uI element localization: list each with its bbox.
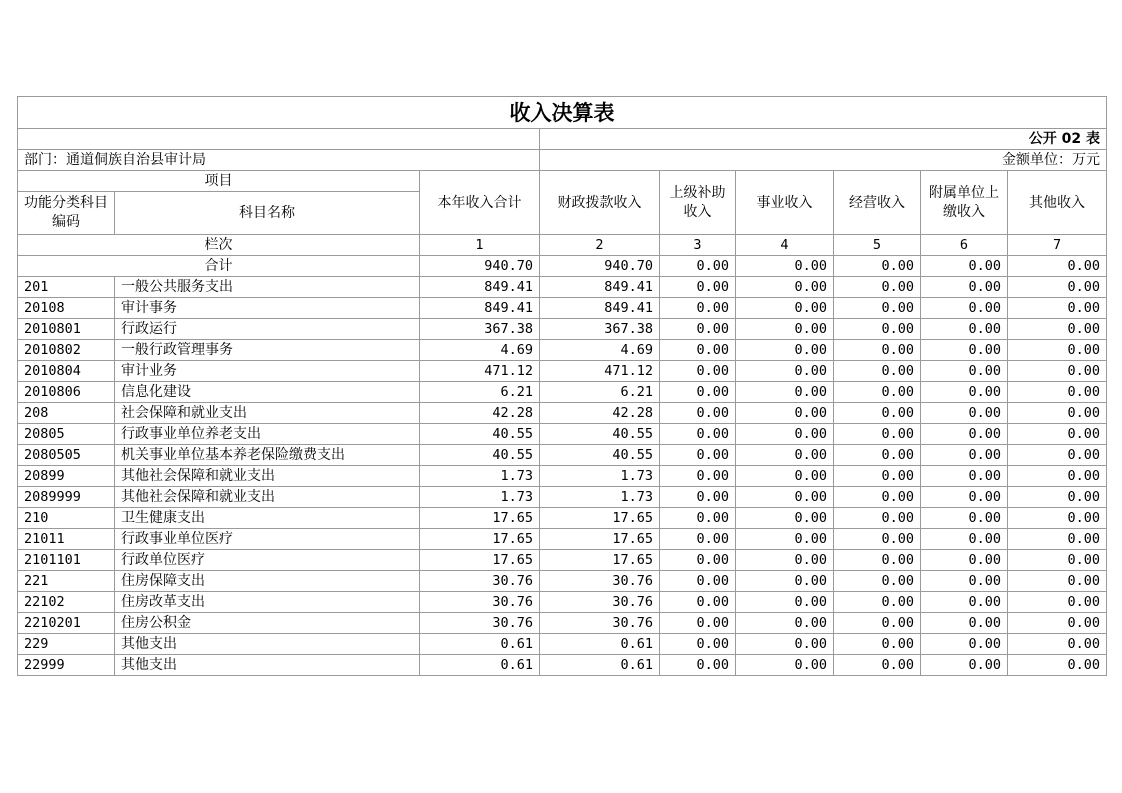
- other-value-cell: 0.00: [1008, 550, 1107, 571]
- operating-value-cell: 0.00: [834, 634, 921, 655]
- summary-operating: 0.00: [834, 256, 921, 277]
- operating-value-cell: 0.00: [834, 550, 921, 571]
- summary-label: 合计: [18, 256, 420, 277]
- other-value-cell: 0.00: [1008, 571, 1107, 592]
- table-row: [18, 424, 1107, 445]
- subject-name-cell: 住房公积金: [115, 613, 420, 634]
- column-index-3: 3: [660, 235, 736, 256]
- other-value-cell: 0.00: [1008, 403, 1107, 424]
- table-row: [18, 319, 1107, 340]
- superior-value-cell: 0.00: [660, 487, 736, 508]
- superior-value-cell: 0.00: [660, 382, 736, 403]
- subject-code-cell: 2010806: [18, 382, 115, 403]
- superior-value-cell: 0.00: [660, 403, 736, 424]
- header-fiscal-appropriation: 财政拨款收入: [540, 171, 660, 235]
- subject-code-cell: 21011: [18, 529, 115, 550]
- fiscal-value-cell: 30.76: [540, 571, 660, 592]
- business-value-cell: 0.00: [736, 592, 834, 613]
- table-row: [18, 487, 1107, 508]
- business-value-cell: 0.00: [736, 571, 834, 592]
- table-row: [18, 571, 1107, 592]
- total-value-cell: 4.69: [420, 340, 540, 361]
- summary-superior: 0.00: [660, 256, 736, 277]
- total-value-cell: 1.73: [420, 487, 540, 508]
- business-value-cell: 0.00: [736, 655, 834, 676]
- department-label: 部门：通道侗族自治县审计局: [18, 150, 540, 171]
- business-value-cell: 0.00: [736, 634, 834, 655]
- fiscal-value-cell: 367.38: [540, 319, 660, 340]
- affiliate-value-cell: 0.00: [921, 487, 1008, 508]
- table-row: [18, 298, 1107, 319]
- other-value-cell: 0.00: [1008, 424, 1107, 445]
- total-value-cell: 17.65: [420, 508, 540, 529]
- operating-value-cell: 0.00: [834, 592, 921, 613]
- fiscal-value-cell: 471.12: [540, 361, 660, 382]
- column-index-row: [18, 235, 1107, 256]
- affiliate-value-cell: 0.00: [921, 340, 1008, 361]
- operating-value-cell: 0.00: [834, 529, 921, 550]
- fiscal-value-cell: 6.21: [540, 382, 660, 403]
- other-value-cell: 0.00: [1008, 382, 1107, 403]
- subject-name-cell: 机关事业单位基本养老保险缴费支出: [115, 445, 420, 466]
- table-row: [18, 634, 1107, 655]
- subject-name-cell: 其他支出: [115, 655, 420, 676]
- subject-name-cell: 审计事务: [115, 298, 420, 319]
- subject-name-cell: 其他支出: [115, 634, 420, 655]
- fiscal-value-cell: 30.76: [540, 592, 660, 613]
- subject-name-cell: 一般行政管理事务: [115, 340, 420, 361]
- summary-row: [18, 256, 1107, 277]
- business-value-cell: 0.00: [736, 361, 834, 382]
- summary-affiliate: 0.00: [921, 256, 1008, 277]
- summary-other: 0.00: [1008, 256, 1107, 277]
- subject-code-cell: 20899: [18, 466, 115, 487]
- fiscal-value-cell: 17.65: [540, 508, 660, 529]
- column-index-5: 5: [834, 235, 921, 256]
- other-value-cell: 0.00: [1008, 277, 1107, 298]
- other-value-cell: 0.00: [1008, 592, 1107, 613]
- total-value-cell: 17.65: [420, 529, 540, 550]
- income-final-accounts-table: [17, 96, 1107, 676]
- fiscal-value-cell: 42.28: [540, 403, 660, 424]
- operating-value-cell: 0.00: [834, 361, 921, 382]
- table-row: [18, 466, 1107, 487]
- subject-code-cell: 22999: [18, 655, 115, 676]
- superior-value-cell: 0.00: [660, 277, 736, 298]
- fiscal-value-cell: 30.76: [540, 613, 660, 634]
- table-row: [18, 508, 1107, 529]
- table-row: [18, 382, 1107, 403]
- table-row: [18, 403, 1107, 424]
- superior-value-cell: 0.00: [660, 361, 736, 382]
- affiliate-value-cell: 0.00: [921, 550, 1008, 571]
- subject-name-cell: 行政单位医疗: [115, 550, 420, 571]
- operating-value-cell: 0.00: [834, 277, 921, 298]
- total-value-cell: 30.76: [420, 613, 540, 634]
- total-value-cell: 40.55: [420, 445, 540, 466]
- superior-value-cell: 0.00: [660, 592, 736, 613]
- fiscal-value-cell: 40.55: [540, 445, 660, 466]
- affiliate-value-cell: 0.00: [921, 466, 1008, 487]
- subject-name-cell: 信息化建设: [115, 382, 420, 403]
- operating-value-cell: 0.00: [834, 319, 921, 340]
- subject-code-cell: 20805: [18, 424, 115, 445]
- subject-name-cell: 审计业务: [115, 361, 420, 382]
- superior-value-cell: 0.00: [660, 571, 736, 592]
- superior-value-cell: 0.00: [660, 655, 736, 676]
- subject-code-cell: 2010801: [18, 319, 115, 340]
- business-value-cell: 0.00: [736, 613, 834, 634]
- superior-value-cell: 0.00: [660, 340, 736, 361]
- affiliate-value-cell: 0.00: [921, 403, 1008, 424]
- subject-name-cell: 行政事业单位医疗: [115, 529, 420, 550]
- subject-name-cell: 卫生健康支出: [115, 508, 420, 529]
- other-value-cell: 0.00: [1008, 529, 1107, 550]
- other-value-cell: 0.00: [1008, 340, 1107, 361]
- other-value-cell: 0.00: [1008, 298, 1107, 319]
- subject-code-cell: 2080505: [18, 445, 115, 466]
- total-value-cell: 6.21: [420, 382, 540, 403]
- fiscal-value-cell: 17.65: [540, 550, 660, 571]
- business-value-cell: 0.00: [736, 487, 834, 508]
- subject-name-cell: 住房改革支出: [115, 592, 420, 613]
- superior-value-cell: 0.00: [660, 424, 736, 445]
- affiliate-value-cell: 0.00: [921, 508, 1008, 529]
- table-row: [18, 550, 1107, 571]
- business-value-cell: 0.00: [736, 382, 834, 403]
- summary-fiscal: 940.70: [540, 256, 660, 277]
- total-value-cell: 849.41: [420, 298, 540, 319]
- header-operating-income: 经营收入: [834, 171, 921, 235]
- business-value-cell: 0.00: [736, 508, 834, 529]
- form-code: 公开 02 表: [540, 129, 1107, 150]
- superior-value-cell: 0.00: [660, 466, 736, 487]
- total-value-cell: 30.76: [420, 592, 540, 613]
- other-value-cell: 0.00: [1008, 319, 1107, 340]
- operating-value-cell: 0.00: [834, 298, 921, 319]
- subject-code-cell: 221: [18, 571, 115, 592]
- operating-value-cell: 0.00: [834, 571, 921, 592]
- business-value-cell: 0.00: [736, 403, 834, 424]
- blank-cell: [18, 129, 540, 150]
- subject-name-cell: 一般公共服务支出: [115, 277, 420, 298]
- column-index-6: 6: [921, 235, 1008, 256]
- operating-value-cell: 0.00: [834, 613, 921, 634]
- affiliate-value-cell: 0.00: [921, 655, 1008, 676]
- table-row: [18, 445, 1107, 466]
- superior-value-cell: 0.00: [660, 634, 736, 655]
- header-function-code: 功能分类科目编码: [18, 192, 115, 235]
- subject-name-cell: 行政运行: [115, 319, 420, 340]
- total-value-cell: 30.76: [420, 571, 540, 592]
- subject-code-cell: 208: [18, 403, 115, 424]
- business-value-cell: 0.00: [736, 445, 834, 466]
- business-value-cell: 0.00: [736, 340, 834, 361]
- amount-unit: 金额单位：万元: [540, 150, 1107, 171]
- total-value-cell: 367.38: [420, 319, 540, 340]
- total-value-cell: 0.61: [420, 634, 540, 655]
- affiliate-value-cell: 0.00: [921, 382, 1008, 403]
- other-value-cell: 0.00: [1008, 445, 1107, 466]
- affiliate-value-cell: 0.00: [921, 298, 1008, 319]
- other-value-cell: 0.00: [1008, 508, 1107, 529]
- affiliate-value-cell: 0.00: [921, 319, 1008, 340]
- operating-value-cell: 0.00: [834, 382, 921, 403]
- affiliate-value-cell: 0.00: [921, 277, 1008, 298]
- operating-value-cell: 0.00: [834, 487, 921, 508]
- other-value-cell: 0.00: [1008, 613, 1107, 634]
- table-row: [18, 613, 1107, 634]
- operating-value-cell: 0.00: [834, 424, 921, 445]
- affiliate-value-cell: 0.00: [921, 424, 1008, 445]
- subject-name-cell: 其他社会保障和就业支出: [115, 466, 420, 487]
- total-value-cell: 0.61: [420, 655, 540, 676]
- operating-value-cell: 0.00: [834, 655, 921, 676]
- total-value-cell: 849.41: [420, 277, 540, 298]
- fiscal-value-cell: 1.73: [540, 487, 660, 508]
- header-item: 项目: [18, 171, 420, 192]
- header-superior-subsidy: 上级补助收入: [660, 171, 736, 235]
- table-row: [18, 277, 1107, 298]
- subject-code-cell: 210: [18, 508, 115, 529]
- business-value-cell: 0.00: [736, 466, 834, 487]
- subject-code-cell: 201: [18, 277, 115, 298]
- affiliate-value-cell: 0.00: [921, 613, 1008, 634]
- column-index-label: 栏次: [18, 235, 420, 256]
- affiliate-value-cell: 0.00: [921, 529, 1008, 550]
- subject-code-cell: 20108: [18, 298, 115, 319]
- superior-value-cell: 0.00: [660, 298, 736, 319]
- other-value-cell: 0.00: [1008, 487, 1107, 508]
- header-business-income: 事业收入: [736, 171, 834, 235]
- operating-value-cell: 0.00: [834, 466, 921, 487]
- superior-value-cell: 0.00: [660, 529, 736, 550]
- column-index-4: 4: [736, 235, 834, 256]
- table-title: 收入决算表: [18, 97, 1107, 129]
- subject-code-cell: 2010804: [18, 361, 115, 382]
- column-index-7: 7: [1008, 235, 1107, 256]
- other-value-cell: 0.00: [1008, 655, 1107, 676]
- fiscal-value-cell: 849.41: [540, 298, 660, 319]
- subject-name-cell: 社会保障和就业支出: [115, 403, 420, 424]
- other-value-cell: 0.00: [1008, 361, 1107, 382]
- fiscal-value-cell: 1.73: [540, 466, 660, 487]
- business-value-cell: 0.00: [736, 550, 834, 571]
- superior-value-cell: 0.00: [660, 613, 736, 634]
- business-value-cell: 0.00: [736, 424, 834, 445]
- business-value-cell: 0.00: [736, 277, 834, 298]
- business-value-cell: 0.00: [736, 529, 834, 550]
- total-value-cell: 471.12: [420, 361, 540, 382]
- operating-value-cell: 0.00: [834, 508, 921, 529]
- superior-value-cell: 0.00: [660, 550, 736, 571]
- table-row: [18, 361, 1107, 382]
- summary-total: 940.70: [420, 256, 540, 277]
- table-row: [18, 655, 1107, 676]
- table-row: [18, 340, 1107, 361]
- column-index-2: 2: [540, 235, 660, 256]
- subject-code-cell: 2089999: [18, 487, 115, 508]
- business-value-cell: 0.00: [736, 298, 834, 319]
- total-value-cell: 42.28: [420, 403, 540, 424]
- subject-code-cell: 2101101: [18, 550, 115, 571]
- subject-name-cell: 住房保障支出: [115, 571, 420, 592]
- subject-name-cell: 行政事业单位养老支出: [115, 424, 420, 445]
- summary-business: 0.00: [736, 256, 834, 277]
- fiscal-value-cell: 849.41: [540, 277, 660, 298]
- superior-value-cell: 0.00: [660, 319, 736, 340]
- table-row: [18, 592, 1107, 613]
- affiliate-value-cell: 0.00: [921, 445, 1008, 466]
- table-row: [18, 529, 1107, 550]
- header-affiliate-income: 附属单位上缴收入: [921, 171, 1008, 235]
- affiliate-value-cell: 0.00: [921, 592, 1008, 613]
- fiscal-value-cell: 17.65: [540, 529, 660, 550]
- total-value-cell: 17.65: [420, 550, 540, 571]
- superior-value-cell: 0.00: [660, 445, 736, 466]
- subject-code-cell: 2210201: [18, 613, 115, 634]
- affiliate-value-cell: 0.00: [921, 571, 1008, 592]
- affiliate-value-cell: 0.00: [921, 361, 1008, 382]
- business-value-cell: 0.00: [736, 319, 834, 340]
- other-value-cell: 0.00: [1008, 466, 1107, 487]
- other-value-cell: 0.00: [1008, 634, 1107, 655]
- fiscal-value-cell: 4.69: [540, 340, 660, 361]
- operating-value-cell: 0.00: [834, 340, 921, 361]
- operating-value-cell: 0.00: [834, 403, 921, 424]
- header-total-income: 本年收入合计: [420, 171, 540, 235]
- subject-code-cell: 229: [18, 634, 115, 655]
- subject-code-cell: 22102: [18, 592, 115, 613]
- subject-name-cell: 其他社会保障和就业支出: [115, 487, 420, 508]
- total-value-cell: 40.55: [420, 424, 540, 445]
- operating-value-cell: 0.00: [834, 445, 921, 466]
- fiscal-value-cell: 0.61: [540, 634, 660, 655]
- subject-code-cell: 2010802: [18, 340, 115, 361]
- affiliate-value-cell: 0.00: [921, 634, 1008, 655]
- header-other-income: 其他收入: [1008, 171, 1107, 235]
- fiscal-value-cell: 40.55: [540, 424, 660, 445]
- superior-value-cell: 0.00: [660, 508, 736, 529]
- header-subject-name: 科目名称: [115, 192, 420, 235]
- total-value-cell: 1.73: [420, 466, 540, 487]
- fiscal-value-cell: 0.61: [540, 655, 660, 676]
- column-index-1: 1: [420, 235, 540, 256]
